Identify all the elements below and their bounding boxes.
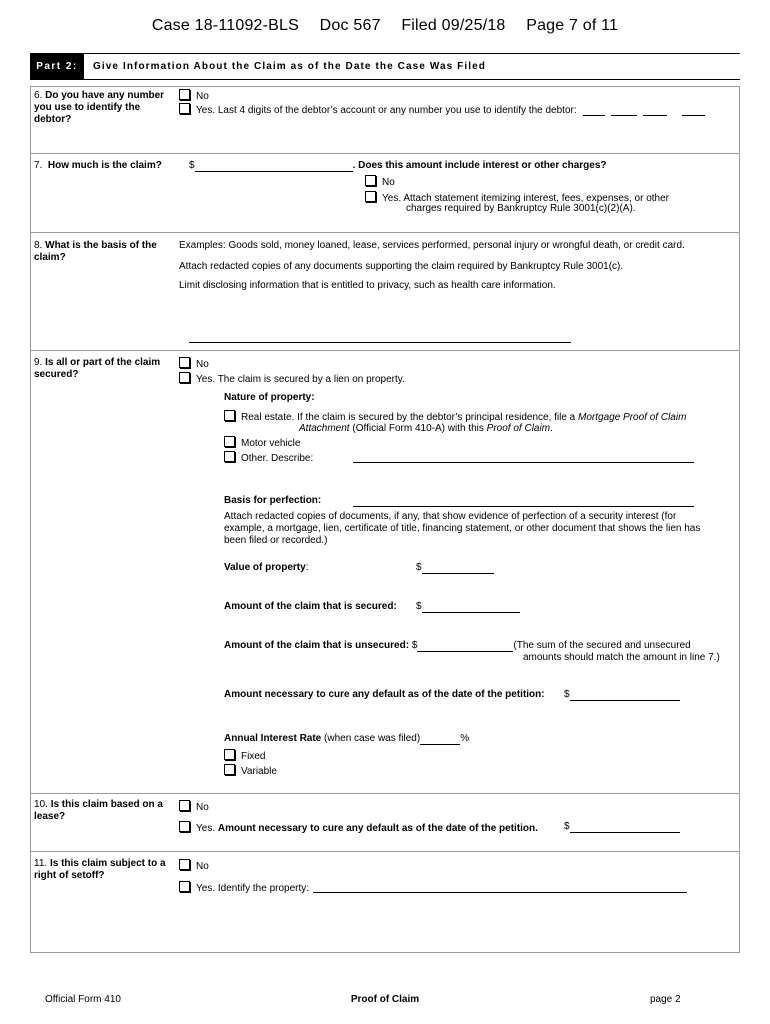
- digit-blank[interactable]: [611, 115, 637, 116]
- footer-form: Official Form 410: [45, 994, 121, 1005]
- q6-yes-option[interactable]: [179, 103, 577, 117]
- q7-interest-question: . Does this amount include interest or other charges?: [352, 160, 607, 171]
- other-describe-field[interactable]: [353, 462, 694, 463]
- checkbox[interactable]: [224, 410, 235, 421]
- filed-date: Filed 09/25/18: [401, 17, 506, 34]
- value-colon: :: [305, 562, 309, 573]
- section-q9: [30, 350, 740, 794]
- fixed-label: Fixed: [241, 751, 266, 762]
- motor-vehicle-label: Motor vehicle: [241, 438, 301, 449]
- sum-note-1: (The sum of the secured and unsecured: [513, 640, 691, 651]
- value-field[interactable]: [422, 573, 494, 574]
- setoff-property-field[interactable]: [313, 892, 687, 893]
- value-amount: [416, 562, 494, 574]
- rate-field[interactable]: [420, 744, 460, 745]
- q7-question: How much is the claim?: [47, 160, 162, 171]
- motor-vehicle-option[interactable]: [224, 436, 300, 450]
- q10-no-label: No: [196, 802, 209, 813]
- q10-yes-option[interactable]: [179, 821, 538, 835]
- q9-no-label: No: [196, 359, 209, 370]
- variable-label: Variable: [241, 766, 277, 777]
- q8-number: 8.: [34, 240, 43, 251]
- q11-question: Is this claim subject to a right of setoff?: [34, 858, 166, 881]
- unsecured-field[interactable]: [417, 651, 513, 652]
- q7-amount-line: [189, 160, 607, 172]
- claim-amount-field[interactable]: [195, 171, 353, 172]
- q6-yes-label: Yes. Last 4 digits of the debtor’s account or any number you use to identify the debtor:: [196, 105, 577, 116]
- dollar-sign: $: [416, 601, 422, 612]
- dollar-sign: $: [564, 689, 570, 700]
- real-estate-option[interactable]: [224, 410, 686, 424]
- q8-privacy-note: Limit disclosing information that is entitled to privacy, such as health care information.: [179, 280, 556, 291]
- case-header: [0, 16, 770, 35]
- checkbox[interactable]: [179, 372, 190, 383]
- q9-label: [34, 357, 169, 381]
- rate-paren: (when case was filed): [321, 733, 421, 744]
- q9-number: 9.: [34, 357, 43, 368]
- q9-question: Is all or part of the claim secured?: [34, 357, 161, 380]
- section-q8: [30, 232, 740, 351]
- basis-perfection-field[interactable]: [353, 506, 694, 507]
- real-estate-text-d: (Official Form 410-A) with this: [349, 423, 487, 434]
- nature-label: Nature of property:: [224, 392, 315, 403]
- doc-number: Doc 567: [319, 17, 381, 34]
- part-title: Give Information About the Claim as of the Date the Case Was Filed: [93, 61, 487, 72]
- secured-amount: [416, 601, 520, 613]
- real-estate-text-e: Proof of Claim: [486, 423, 551, 434]
- cure-amount: [564, 689, 680, 701]
- attach-line2: example, a mortgage, lien, certificate of title, financing statement, or other document that shows the lien has: [224, 523, 701, 534]
- q7-label: [34, 160, 169, 172]
- checkbox[interactable]: [179, 881, 190, 892]
- part-header: [30, 53, 740, 80]
- dollar-sign: $: [564, 821, 570, 832]
- q10-amount-field[interactable]: [570, 832, 680, 833]
- percent-sign: %: [460, 733, 470, 744]
- q10-label: [34, 799, 169, 823]
- cure-field[interactable]: [570, 700, 680, 701]
- q11-no-label: No: [196, 861, 209, 872]
- q7-yes-label1: Yes. Attach statement itemizing interest, fees, expenses, or other: [382, 193, 670, 204]
- checkbox[interactable]: [224, 749, 235, 760]
- real-estate-text-f: .: [550, 423, 553, 434]
- other-label: Other. Describe:: [241, 453, 314, 464]
- checkbox[interactable]: [179, 89, 190, 100]
- secured-label: Amount of the claim that is secured:: [224, 601, 397, 612]
- checkbox[interactable]: [224, 436, 235, 447]
- q11-number: 11.: [34, 858, 48, 869]
- q10-no-option[interactable]: [179, 800, 209, 814]
- q7-number: 7.: [34, 160, 43, 171]
- checkbox[interactable]: [179, 800, 190, 811]
- other-option[interactable]: [224, 451, 313, 465]
- dollar-sign: $: [411, 640, 418, 651]
- q11-yes-label: Yes. Identify the property:: [196, 883, 310, 894]
- secured-field[interactable]: [422, 612, 520, 613]
- section-q11: [30, 851, 740, 953]
- q8-label: [34, 240, 169, 264]
- q10-yes-b: Amount necessary to cure any default as of the date of the petition.: [217, 823, 538, 834]
- dollar-sign: $: [416, 562, 422, 573]
- q10-amount: [564, 821, 680, 833]
- rate-label: Annual Interest Rate: [224, 733, 322, 744]
- real-estate-text-c: Attachment: [299, 423, 350, 434]
- q7-no-option[interactable]: [365, 175, 395, 189]
- case-number: Case 18-11092-BLS: [151, 17, 300, 34]
- q10-question: Is this claim based on a lease?: [34, 799, 163, 822]
- checkbox[interactable]: [179, 357, 190, 368]
- attach-line1: Attach redacted copies of documents, if any, that show evidence of perfection of a security interest (for: [224, 511, 677, 522]
- attach-line3: been filed or recorded.): [224, 535, 328, 546]
- digit-blank[interactable]: [583, 115, 605, 116]
- q8-examples: Examples: Goods sold, money loaned, lease, services performed, personal injury or wrongful death, or credit card.: [179, 240, 685, 251]
- basis-field[interactable]: [189, 342, 571, 343]
- q11-label: [34, 858, 169, 882]
- section-q6: [30, 86, 740, 154]
- value-label: Value of property: [224, 562, 306, 573]
- q6-label: [34, 90, 174, 126]
- checkbox[interactable]: [179, 103, 190, 114]
- q6-question: Do you have any number you use to identify the debtor?: [34, 90, 165, 125]
- q8-attach-note: Attach redacted copies of any documents supporting the claim required by Bankruptcy Rule 3001(c).: [179, 261, 624, 272]
- part-tag: Part 2:: [30, 54, 84, 79]
- q10-number: 10.: [34, 799, 48, 810]
- digit-blank[interactable]: [682, 115, 705, 116]
- q9-yes-option[interactable]: [179, 372, 405, 386]
- q11-yes-option[interactable]: [179, 881, 309, 895]
- q8-question: What is the basis of the claim?: [34, 240, 157, 263]
- real-estate-text-b: Mortgage Proof of Claim: [578, 412, 687, 423]
- checkbox[interactable]: [224, 451, 235, 462]
- interest-rate-line: [224, 733, 469, 745]
- footer-page: page 2: [650, 994, 681, 1005]
- checkbox[interactable]: [365, 191, 376, 202]
- dollar-sign: $: [189, 160, 195, 171]
- q9-yes-label: Yes. The claim is secured by a lien on property.: [196, 374, 405, 385]
- q11-no-option[interactable]: [179, 859, 209, 873]
- section-q7: [30, 152, 740, 233]
- sum-note-2: amounts should match the amount in line 7.): [523, 652, 720, 663]
- digit-blank[interactable]: [643, 115, 667, 116]
- checkbox[interactable]: [365, 175, 376, 186]
- fixed-option[interactable]: [224, 749, 265, 763]
- q7-yes-label2: charges required by Bankruptcy Rule 3001(c)(2)(A).: [406, 203, 636, 214]
- q7-no-label: No: [382, 177, 395, 188]
- checkbox[interactable]: [224, 764, 235, 775]
- q6-no-label: No: [196, 91, 209, 102]
- value-of-property: [224, 562, 308, 574]
- q6-no-option[interactable]: [179, 89, 209, 103]
- cure-label: Amount necessary to cure any default as of the date of the petition:: [224, 689, 545, 700]
- unsecured-line: [224, 640, 691, 652]
- section-q10: [30, 793, 740, 852]
- q10-yes-a: Yes.: [196, 823, 218, 834]
- unsecured-label: Amount of the claim that is unsecured:: [224, 640, 410, 651]
- q9-no-option[interactable]: [179, 357, 209, 371]
- footer-title: Proof of Claim: [350, 994, 420, 1005]
- checkbox[interactable]: [179, 859, 190, 870]
- real-estate-line2: [299, 423, 553, 435]
- real-estate-text-a: Real estate. If the claim is secured by the debtor’s principal residence, file a: [241, 412, 579, 423]
- basis-perfection-label: Basis for perfection:: [224, 495, 322, 506]
- q6-number: 6.: [34, 90, 43, 101]
- variable-option[interactable]: [224, 764, 277, 778]
- checkbox[interactable]: [179, 821, 190, 832]
- page-indicator: Page 7 of 11: [526, 17, 619, 34]
